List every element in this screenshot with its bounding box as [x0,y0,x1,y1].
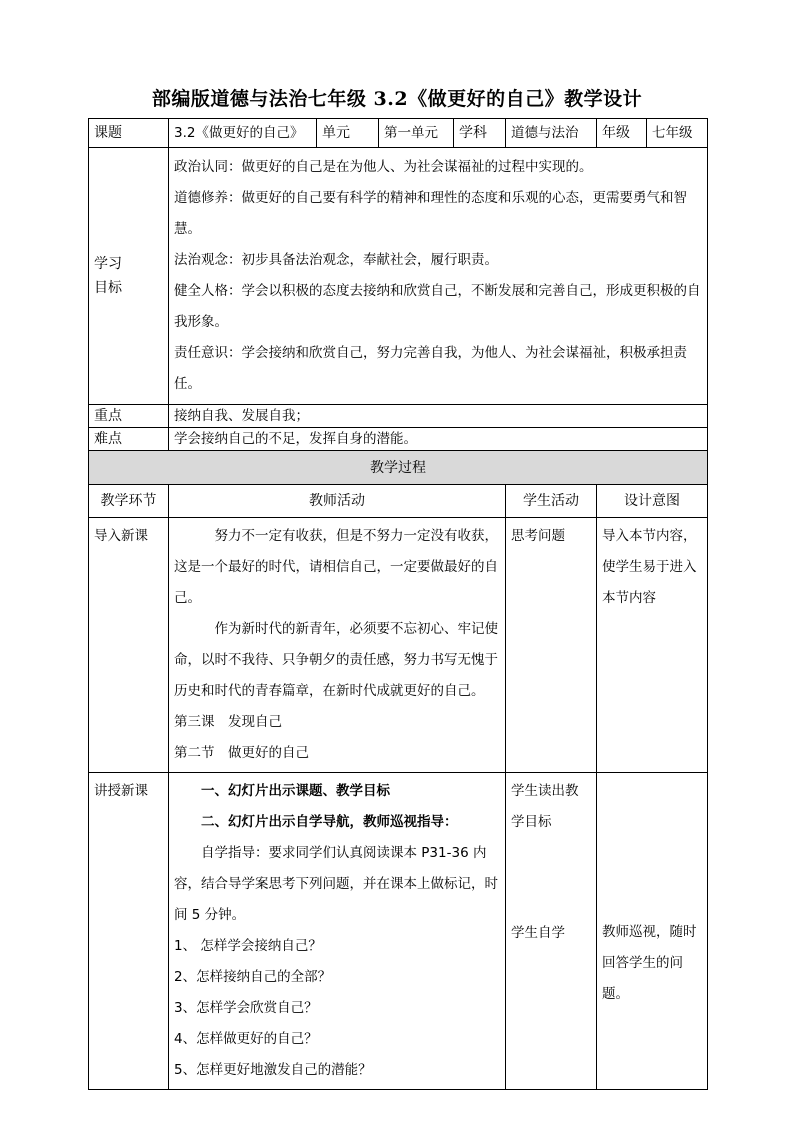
difficulty-label: 难点 [89,428,169,451]
difficulty-value: 学会接纳自己的不足，发挥自身的潜能。 [169,428,708,451]
objective-item: 道德修养：做更好的自己要有科学的精神和理性的态度和乐观的心态，更需要勇气和智慧。 [174,190,687,237]
objectives-row [89,148,708,405]
objectives-label: 学习目标 [89,148,169,405]
column-header-intent: 设计意图 [597,485,708,518]
teacher-activity-cell [169,518,506,773]
objective-item: 健全人格：学会以积极的态度去接纳和欣赏自己，不断发展和完善自己，形成更积极的自我形象。 [174,283,701,330]
table-row [89,773,708,1090]
subject-value: 道德与法治 [506,119,597,148]
objective-item: 法治观念：初步具备法治观念，奉献社会，履行职责。 [174,252,498,268]
header-row [89,119,708,148]
column-header-teacher: 教师活动 [169,485,506,518]
unit-label: 单元 [317,119,379,148]
key-point-value: 接纳自我、发展自我； [169,405,708,428]
teacher-paragraph: 第三课 发现自己 [174,714,282,730]
column-header-row [89,485,708,518]
subject-label: 学科 [454,119,506,148]
difficulty-row [89,428,708,451]
student-activity-item: 学生自学 [511,925,565,941]
document-title: 部编版道德与法治七年级 3.2《做更好的自己》教学设计 [151,88,643,110]
teacher-paragraph: 1、 怎样学会接纳自己？ [174,938,322,954]
topic-value: 3.2《做更好的自己》 [169,119,317,148]
student-activity-cell [506,773,597,1090]
teacher-paragraph: 2、怎样接纳自己的全部？ [174,969,332,985]
student-activity-item: 学生读出教学目标 [511,783,579,830]
grade-label: 年级 [597,119,647,148]
key-point-row [89,405,708,428]
teacher-paragraph: 4、怎样做更好的自己？ [174,1031,318,1047]
topic-label: 课题 [89,119,169,148]
objective-item: 政治认同：做更好的自己是在为他人、为社会谋福祉的过程中实现的。 [174,159,593,175]
design-intent-cell: 导入本节内容，使学生易于进入本节内容 [597,518,708,773]
process-band-row [89,451,708,485]
teacher-paragraph: 一、幻灯片出示课题、教学目标 [201,783,390,799]
unit-value: 第一单元 [379,119,454,148]
table-row [89,518,708,773]
teacher-paragraph: 自学指导：要求同学们认真阅读课本 P31-36 内容，结合导学案思考下列问题，并在课本上做标记，时间 5 分钟。 [174,845,498,923]
column-header-stage: 教学环节 [89,485,169,518]
stage-cell: 导入新课 [89,518,169,773]
grade-value: 七年级 [647,119,708,148]
process-band: 教学过程 [89,451,708,485]
objective-item: 责任意识：学会接纳和欣赏自己，努力完善自我，为他人、为社会谋福祉，积极承担责任。 [174,345,687,392]
teacher-paragraph: 努力不一定有收获，但是不努力一定没有收获，这是一个最好的时代，请相信自己，一定要做最好的自己。 [174,528,498,606]
teacher-paragraph: 5、怎样更好地激发自己的潜能？ [174,1062,372,1078]
teacher-paragraph: 第二节 做更好的自己 [174,745,309,761]
objectives-content [169,148,708,405]
column-header-student: 学生活动 [506,485,597,518]
lesson-plan-table [88,118,708,1090]
teacher-paragraph: 3、怎样学会欣赏自己？ [174,1000,318,1016]
stage-cell: 讲授新课 [89,773,169,1090]
student-activity-cell: 思考问题 [506,518,597,773]
key-point-label: 重点 [89,405,169,428]
teacher-paragraph: 二、幻灯片出示自学导航，教师巡视指导： [201,814,458,830]
design-intent-cell: 教师巡视，随时回答学生的问题。 [597,773,708,1090]
teacher-activity-cell [169,773,506,1090]
teacher-paragraph: 作为新时代的新青年，必须要不忘初心、牢记使命，以时不我待、只争朝夕的责任感，努力书写无愧于历史和时代的青春篇章，在新时代成就更好的自己。 [174,621,498,699]
